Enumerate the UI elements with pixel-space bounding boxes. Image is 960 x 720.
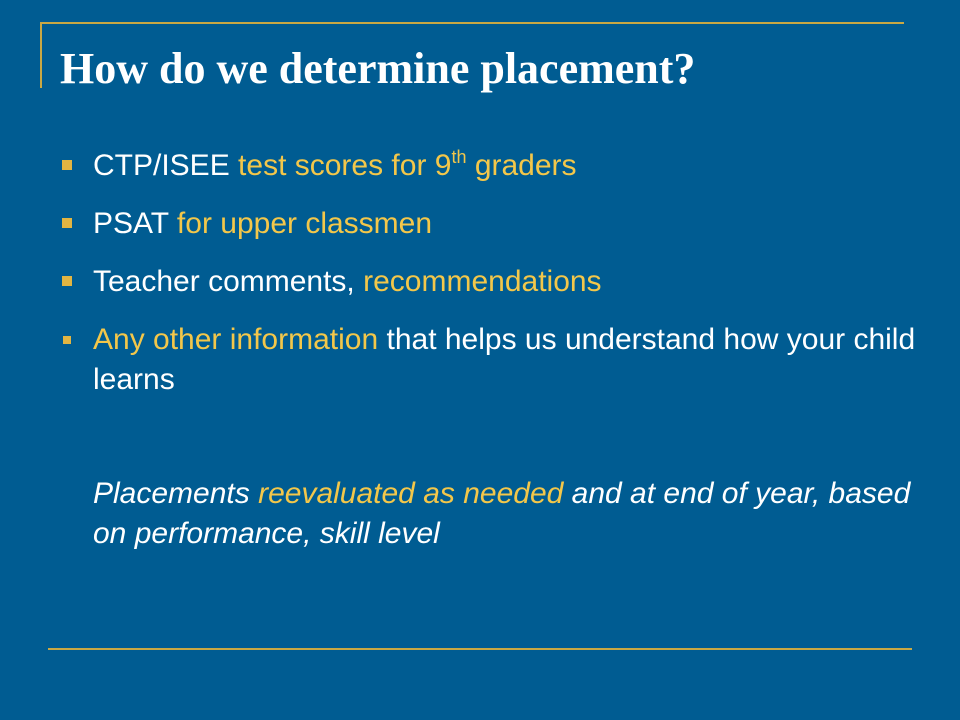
- bullet-text: Teacher comments,: [93, 265, 364, 298]
- note-highlight: reevaluated as needed: [258, 477, 564, 510]
- placement-note: [93, 474, 933, 554]
- left-rule: [40, 22, 42, 88]
- square-bullet-icon: [62, 160, 72, 170]
- bullet-text: that helps us understand how your child learns: [93, 323, 916, 396]
- bullet-text: PSAT: [93, 207, 177, 240]
- square-bullet-icon: [62, 276, 72, 286]
- bullet-highlight: recommendations: [363, 265, 602, 298]
- square-bullet-icon: [63, 336, 71, 344]
- bullet-test-scores: [60, 146, 930, 186]
- bullet-teacher-comments: [60, 262, 930, 302]
- bullet-highlight: for upper classmen: [176, 207, 433, 240]
- bullet-highlight: graders: [466, 149, 577, 182]
- bullet-list: [60, 146, 930, 418]
- bullet-text: CTP/ISEE: [93, 149, 239, 182]
- bullet-highlight: test scores for 9: [238, 149, 452, 182]
- bottom-rule: [48, 648, 912, 650]
- top-rule: [40, 22, 904, 24]
- note-text: and at end of year, based on performance, skill level: [93, 477, 911, 550]
- square-bullet-icon: [62, 218, 72, 228]
- ordinal-suffix: th: [451, 147, 467, 167]
- bullet-other-information: [60, 320, 930, 400]
- slide-title: How do we determine placement?: [60, 44, 696, 93]
- bullet-highlight: Any other information: [93, 323, 379, 356]
- note-text: Placements: [93, 477, 259, 510]
- bullet-psat: [60, 204, 930, 244]
